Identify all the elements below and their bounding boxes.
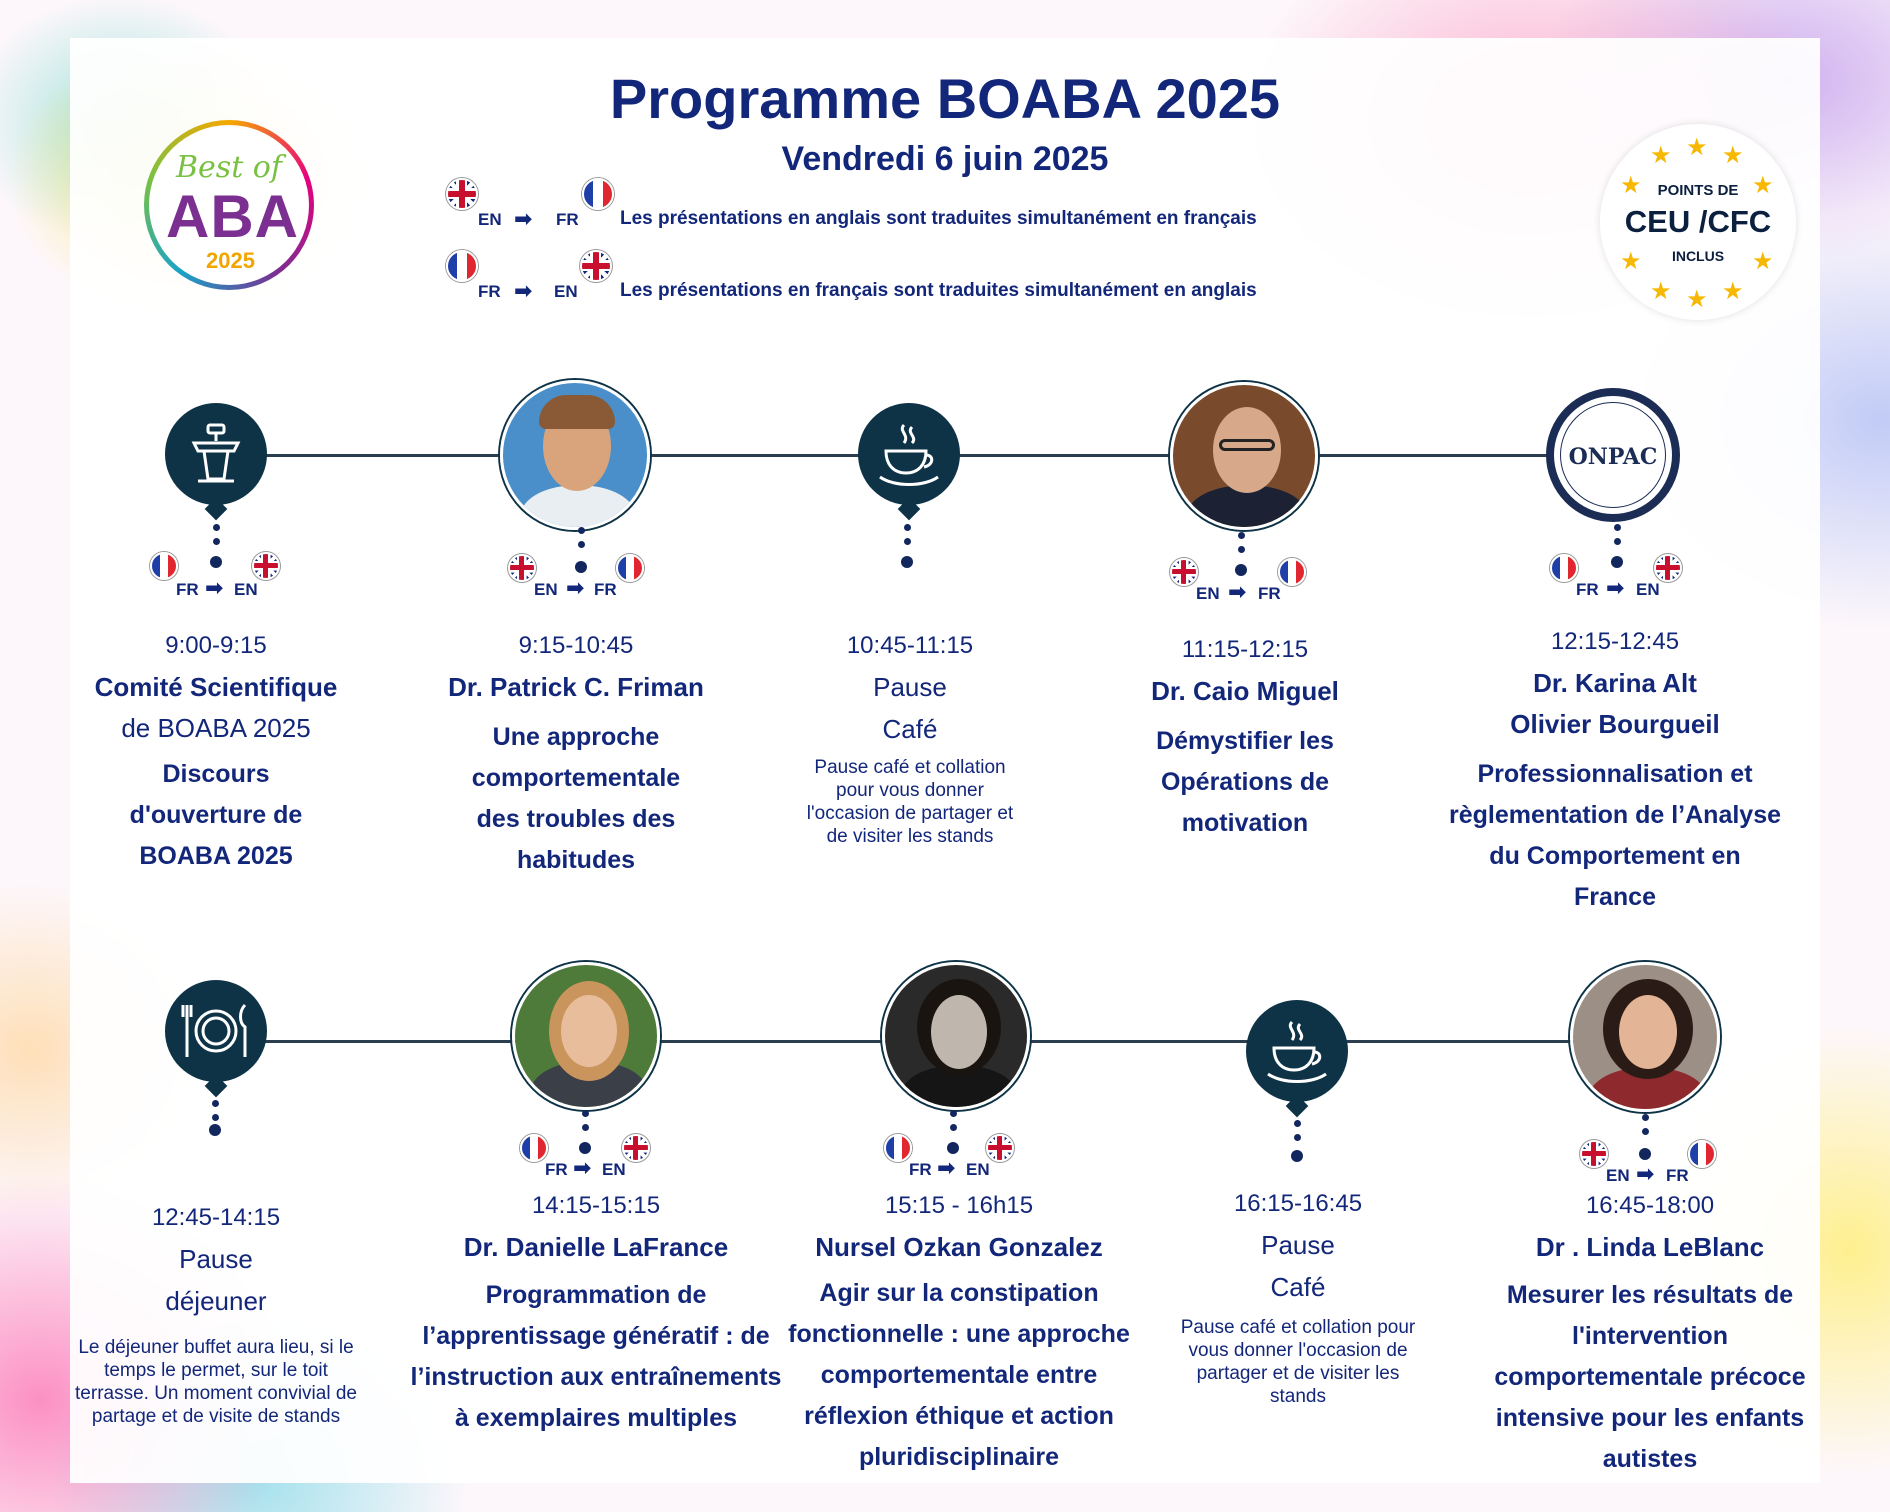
session-time: 12:15-12:45 — [1550, 628, 1680, 655]
session-time: 15:15 - 16h15 — [884, 1192, 1034, 1219]
legend-from: FR — [478, 282, 501, 301]
connector-end — [947, 1142, 959, 1154]
ceu-badge — [1600, 124, 1796, 320]
session-speaker-line2: Olivier Bourgueil — [1510, 709, 1720, 739]
star-icon: ★ — [1722, 278, 1744, 305]
session-to: FR — [594, 580, 617, 599]
connector-dots — [1294, 1120, 1302, 1148]
arrow-icon: ➡ — [1228, 579, 1247, 604]
session-from: FR — [909, 1160, 932, 1179]
arrow-icon: ➡ — [514, 278, 533, 303]
connector-dots — [582, 1110, 590, 1138]
fr-flag-icon — [884, 1134, 912, 1162]
speaker-photo-lafrance — [512, 962, 660, 1110]
session-line2: déjeuner — [165, 1286, 267, 1316]
legend-en-fr — [446, 178, 1446, 238]
legend-text: Les présentations en français sont traduites simultanément en anglais — [620, 280, 1257, 301]
session-7 — [392, 1192, 800, 1439]
session-title: Programmation de l’apprentissage génératif : de l’instruction aux entraînements à exemplaires multiples — [410, 1281, 782, 1432]
session-from: FR — [176, 580, 199, 599]
connector-end — [1235, 564, 1247, 576]
star-icon: ★ — [1686, 134, 1708, 161]
connector-end — [579, 1142, 591, 1154]
session-time: 12:45-14:15 — [151, 1204, 281, 1231]
plate-cutlery-icon — [181, 1001, 251, 1061]
star-icon: ★ — [1722, 142, 1744, 169]
arrow-icon: ➡ — [514, 206, 533, 231]
session-title: Agir sur la constipation fonctionnelle : une approche comportementale entre réflexion éthique et action pluridisciplinaire — [788, 1279, 1130, 1471]
uk-flag-icon — [1170, 558, 1198, 586]
session-time: 10:45-11:15 — [846, 632, 974, 659]
coffee-cup-icon — [1264, 1018, 1330, 1084]
uk-flag-icon — [580, 250, 612, 282]
connector-end — [901, 556, 913, 568]
session-time: 14:15-15:15 — [531, 1192, 661, 1219]
logo-best-of: Best of — [176, 150, 282, 185]
session-title: Discours d'ouverture de BOABA 2025 — [129, 760, 303, 870]
session-3 — [760, 632, 1060, 848]
session-title: Mesurer les résultats de l'intervention comportementale précoce intensive pour les enfants autistes — [1494, 1281, 1806, 1473]
legend-to: EN — [554, 282, 578, 301]
session-time: 9:00-9:15 — [165, 632, 267, 659]
connector-dots — [213, 524, 221, 552]
podium-icon — [186, 421, 246, 487]
coffee-node — [1246, 1000, 1348, 1102]
onpac-logo — [1546, 388, 1680, 522]
session-speaker: Nursel Ozkan Gonzalez — [815, 1232, 1103, 1262]
session-line1: Pause — [179, 1244, 253, 1274]
fr-flag-icon — [1550, 554, 1578, 582]
session-from: FR — [1576, 580, 1599, 599]
session-6 — [66, 1204, 366, 1428]
star-icon: ★ — [1752, 248, 1774, 275]
connector-dots — [904, 524, 912, 552]
session-2 — [420, 632, 732, 881]
session-title: Démystifier les Opérations de motivation — [1156, 727, 1334, 837]
star-icon: ★ — [1650, 142, 1672, 169]
session-speaker: Dr. Caio Miguel — [1151, 676, 1339, 706]
session-5 — [1430, 628, 1800, 918]
arrow-icon: ➡ — [937, 1155, 956, 1180]
ceu-line1: POINTS DE — [1657, 182, 1739, 199]
speaker-photo-friman — [500, 380, 650, 530]
uk-flag-icon — [252, 552, 280, 580]
arrow-icon: ➡ — [205, 575, 224, 600]
star-icon: ★ — [1686, 286, 1708, 313]
session-from: EN — [534, 580, 558, 599]
logo-aba: ABA — [166, 183, 299, 250]
session-line1: Pause — [873, 672, 947, 702]
arrow-icon: ➡ — [1606, 575, 1625, 600]
connector-dots — [578, 527, 586, 555]
star-icon: ★ — [1620, 172, 1642, 199]
connector-dots — [1238, 532, 1246, 560]
connector-dots — [950, 1110, 958, 1138]
session-from: EN — [1606, 1166, 1630, 1185]
session-to: EN — [1636, 580, 1660, 599]
coffee-cup-icon — [876, 421, 942, 487]
fr-flag-icon — [520, 1134, 548, 1162]
session-4 — [1090, 636, 1400, 844]
arrow-icon: ➡ — [566, 575, 585, 600]
connector-end — [210, 556, 222, 568]
ceu-line2: CEU /CFC — [1624, 204, 1772, 239]
logo-year: 2025 — [206, 248, 255, 273]
legend-from: EN — [478, 210, 502, 229]
connector-end — [1291, 1150, 1303, 1162]
star-icon: ★ — [1650, 278, 1672, 305]
coffee-node — [858, 403, 960, 505]
fr-flag-icon — [616, 554, 644, 582]
session-time: 11:15-12:15 — [1181, 636, 1309, 663]
fr-flag-icon — [150, 552, 178, 580]
connector-end — [1611, 556, 1623, 568]
page-date: Vendredi 6 juin 2025 — [781, 140, 1109, 178]
session-1 — [60, 632, 372, 877]
session-time: 16:15-16:45 — [1233, 1190, 1363, 1217]
session-note: Le déjeuner buffet aura lieu, si le temps le permet, sur le toit terrasse. Un moment convivial de partage et de visite de stands — [75, 1337, 357, 1427]
fr-flag-icon — [446, 250, 478, 282]
fr-flag-icon — [1688, 1140, 1716, 1168]
session-from: EN — [1196, 584, 1220, 603]
session-line2: Café — [1270, 1272, 1326, 1302]
session-speaker: Dr. Karina Alt — [1533, 668, 1697, 698]
session-note: Pause café et collation pour vous donner l'occasion de partager et de visiter les stands — [806, 757, 1014, 847]
uk-flag-icon — [446, 178, 478, 210]
session-line1: Pause — [1261, 1230, 1335, 1260]
connector-dots — [1614, 524, 1622, 552]
speaker-photo-miguel — [1170, 382, 1318, 530]
connector-dots — [1642, 1114, 1650, 1142]
uk-flag-icon — [508, 554, 536, 582]
session-speaker: Dr . Linda LeBlanc — [1535, 1232, 1765, 1262]
session-8 — [764, 1192, 1154, 1478]
onpac-text: ONPAC — [1568, 444, 1658, 470]
session-to: EN — [602, 1160, 626, 1179]
uk-flag-icon — [622, 1134, 650, 1162]
page-title: Programme BOABA 2025 — [609, 67, 1281, 130]
session-speaker: Dr. Patrick C. Friman — [448, 672, 704, 702]
session-speaker-line2: de BOABA 2025 — [121, 713, 311, 743]
ceu-line3: INCLUS — [1671, 248, 1725, 264]
session-9 — [1146, 1190, 1450, 1408]
connector-end — [209, 1124, 221, 1136]
session-10 — [1480, 1192, 1820, 1480]
arrow-icon: ➡ — [573, 1155, 592, 1180]
session-speaker: Comité Scientifique — [94, 672, 338, 702]
session-time: 16:45-18:00 — [1585, 1192, 1715, 1219]
session-line2: Café — [882, 714, 938, 744]
star-icon: ★ — [1620, 248, 1642, 275]
session-to: EN — [966, 1160, 990, 1179]
connector-end — [575, 561, 587, 573]
uk-flag-icon — [1654, 554, 1682, 582]
fr-flag-icon — [1278, 558, 1306, 586]
session-from: FR — [545, 1160, 568, 1179]
star-icon: ★ — [1752, 172, 1774, 199]
uk-flag-icon — [1580, 1140, 1608, 1168]
arrow-icon: ➡ — [1636, 1161, 1655, 1186]
session-to: FR — [1666, 1166, 1689, 1185]
fr-flag-icon — [582, 178, 614, 210]
legend-text: Les présentations en anglais sont traduites simultanément en français — [620, 208, 1257, 229]
speaker-photo-ozkan — [882, 962, 1030, 1110]
session-title: Professionnalisation et règlementation de l’Analyse du Comportement en France — [1448, 760, 1782, 911]
session-to: FR — [1258, 584, 1281, 603]
session-time: 9:15-10:45 — [518, 632, 634, 659]
session-title: Une approche comportementale des troubles des habitudes — [471, 723, 681, 874]
podium-node — [165, 403, 267, 505]
lunch-node — [165, 980, 267, 1082]
speaker-photo-leblanc — [1570, 962, 1720, 1112]
uk-flag-icon — [986, 1134, 1014, 1162]
session-note: Pause café et collation pour vous donner l'occasion de partager et de visiter les stands — [1180, 1317, 1416, 1407]
session-to: EN — [234, 580, 258, 599]
legend-to: FR — [556, 210, 579, 229]
legend-fr-en — [446, 250, 1446, 310]
session-speaker: Dr. Danielle LaFrance — [463, 1232, 729, 1262]
connector-end — [1639, 1148, 1651, 1160]
